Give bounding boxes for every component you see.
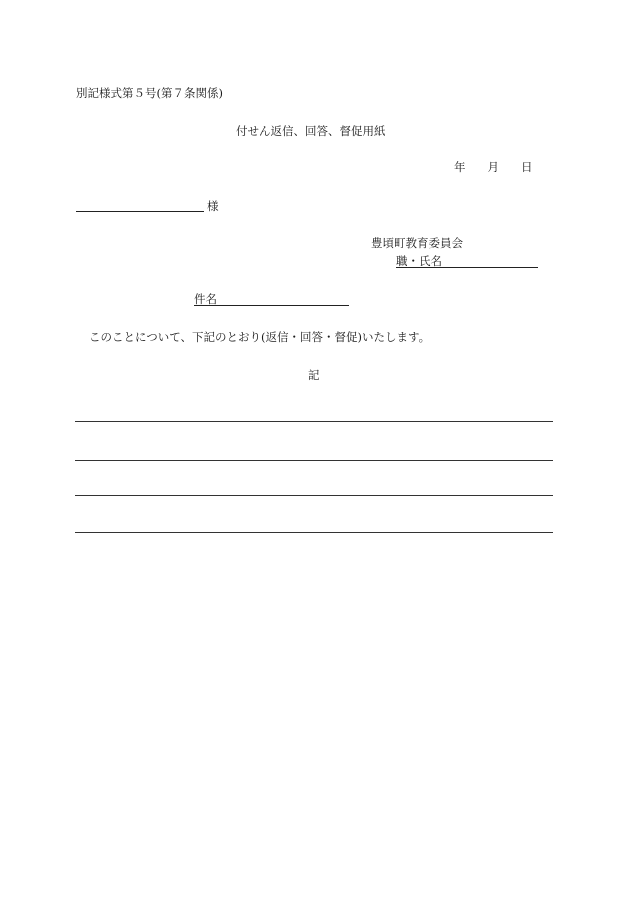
addressee-suffix: 様 [207,199,219,213]
sender-name-label: 職・氏名 [396,254,442,268]
date-row [454,160,533,174]
record-line [75,460,553,461]
record-heading: 記 [308,368,320,382]
record-line [75,532,553,533]
form-number: 別記様式第５号(第７条関係) [76,86,223,100]
date-day-label: 日 [521,160,533,174]
record-line [75,421,553,422]
date-year-label: 年 [454,160,466,174]
record-line [75,495,553,496]
subject-label: 件名 [194,292,217,306]
document-title: 付せん返信、回答、督促用紙 [236,124,386,138]
date-month-label: 月 [487,160,499,174]
subject-line [194,305,349,306]
body-text: このことについて、下記のとおり(返信・回答・督促)いたします。 [89,330,431,344]
addressee-line [76,211,204,212]
sender-organization: 豊頃町教育委員会 [371,236,463,250]
sender-name-line [396,267,538,268]
